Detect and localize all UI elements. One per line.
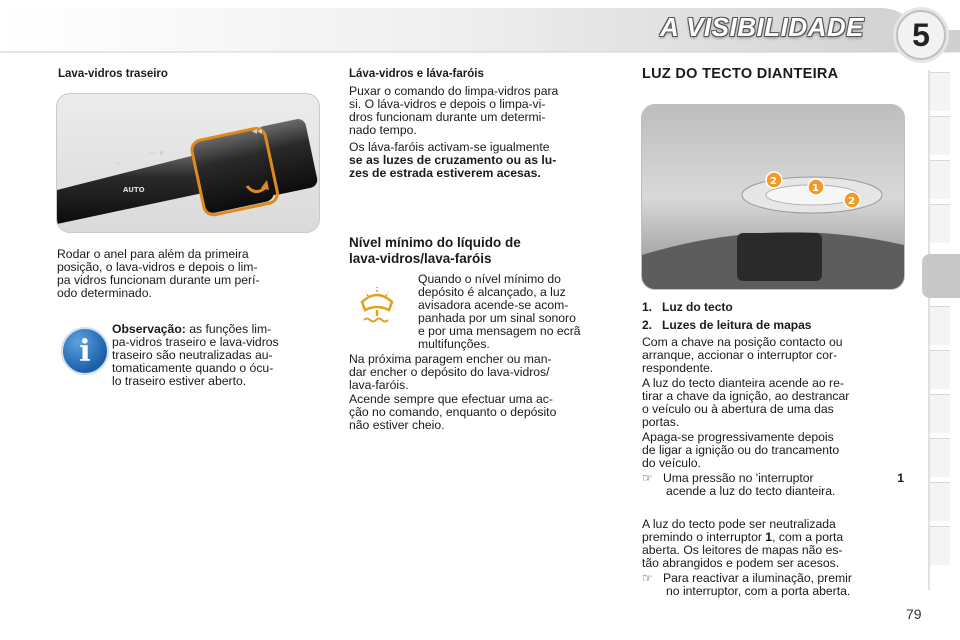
text-line: pa-vidros traseiro e lava-vidros [112, 335, 279, 349]
text-line: Rodar o anel para além da primeira [57, 247, 249, 261]
note-label: Observação: [112, 322, 186, 336]
courtesy-bullet1: ☞ Uma pressão no 'interruptor 1 acende a luz do tecto dianteira. [642, 471, 904, 498]
refill-paragraph: Na próxima paragem encher ou man- dar encher o depósito do lava-vidros/ lava-faróis. [349, 352, 552, 392]
wiper-stalk-drawing [57, 94, 319, 232]
text-line: odo determinado. [57, 286, 152, 300]
side-tab[interactable] [930, 306, 950, 345]
washer-fluid-warning-icon [354, 280, 400, 326]
side-tab[interactable] [930, 350, 950, 389]
fluid-level-paragraph: Quando o nível mínimo do depósito é alcançado, a luz avisadora acende-se acom- panhada por um sinal sonoro e por uma mensagem no ecrã multifunções. [418, 272, 581, 351]
legend-item: 2. Luzes de leitura de mapas [642, 318, 812, 332]
side-tab[interactable] [930, 72, 950, 111]
headlamp-washer-para1: Puxar o comando do limpa-vidros para si. O láva-vidros e depois o limpa-vi- dros funcionam durante um determi- nado tempo. [349, 84, 559, 137]
text-line: traseiro são neutralizadas au- [112, 348, 273, 362]
courtesy-para2: A luz do tecto dianteira acende ao re- tirar a chave da ignição, ao destrancar o veículo ou à abertura de uma das portas. [642, 376, 850, 429]
chapter-number-badge: 5 [896, 10, 946, 60]
rear-washer-paragraph [57, 248, 319, 300]
svg-text:⎓ ▾: ⎓ ▾ [149, 149, 164, 159]
courtesy-light-drawing [642, 105, 904, 289]
legend-item: 1. Luz do tecto [642, 300, 733, 314]
svg-text:⌁: ⌁ [115, 159, 121, 169]
headlamp-washer-para2: Os láva-faróis activam-se igualmente se as luzes de cruzamento ou as lu- zes de estrada estiverem acesas. [349, 140, 557, 180]
wiper-stalk-image [56, 93, 320, 233]
rear-washer-heading: Lava-vidros traseiro [58, 68, 168, 80]
text-line: pa vidros funcionam durante um perí- [57, 273, 260, 287]
text-line: lo traseiro estiver aberto. [112, 374, 247, 388]
courtesy-bullet2: ☞ Para reactivar a iluminação, premir no interruptor, com a porta aberta. [642, 571, 852, 598]
callout-2-right: 2 [848, 196, 855, 207]
side-tab[interactable] [930, 526, 950, 565]
text-line: posição, o lava-vidros e depois o lim- [57, 260, 258, 274]
headlamp-washer-heading: Láva-vidros e láva-faróis [349, 68, 484, 80]
side-tab[interactable] [930, 116, 950, 155]
courtesy-para4: A luz do tecto pode ser neutralizada premindo o interruptor 1, com a porta aberta. Os leitores de mapas não es- tão abrangidos e podem ser acesos. [642, 517, 844, 570]
warning-lit-paragraph: Acende sempre que efectuar uma ac- ção no comando, enquanto o depósito não estiver cheio. [349, 392, 557, 432]
side-tab-active[interactable] [922, 254, 960, 298]
bullet-hand-icon: ☞ [642, 471, 653, 485]
side-tab[interactable] [930, 482, 950, 521]
bullet-hand-icon: ☞ [642, 571, 653, 585]
courtesy-light-image [641, 104, 905, 290]
info-icon: i [61, 327, 109, 375]
svg-text:◂◂: ◂◂ [252, 126, 263, 137]
callout-2-left: 2 [770, 176, 777, 187]
courtesy-para3: Apaga-se progressivamente depois de ligar a ignição ou do trancamento do veículo. [642, 430, 840, 470]
courtesy-para1: Com a chave na posição contacto ou arranque, accionar o interruptor cor- respondente. [642, 335, 843, 375]
fluid-level-heading: Nível mínimo do líquido de lava-vidros/lava-faróis [349, 235, 521, 266]
callout-1: 1 [812, 183, 819, 194]
front-courtesy-light-heading: LUZ DO TECTO DIANTEIRA [642, 66, 839, 82]
side-tab[interactable] [930, 204, 950, 243]
note-block: Observação: as funções lim- pa-vidros traseiro e lava-vidros traseiro são neutralizadas au- tomaticamente quando o ócu- lo traseiro estiver aberto. [112, 323, 319, 388]
page-number: 79 [906, 606, 922, 622]
side-tab[interactable] [930, 438, 950, 477]
side-tab[interactable] [930, 160, 950, 199]
text-line: tomaticamente quando o ócu- [112, 361, 274, 375]
stalk-auto-label: AUTO [123, 186, 145, 194]
chapter-title: A VISIBILIDADE [660, 12, 864, 42]
side-tab[interactable] [930, 394, 950, 433]
